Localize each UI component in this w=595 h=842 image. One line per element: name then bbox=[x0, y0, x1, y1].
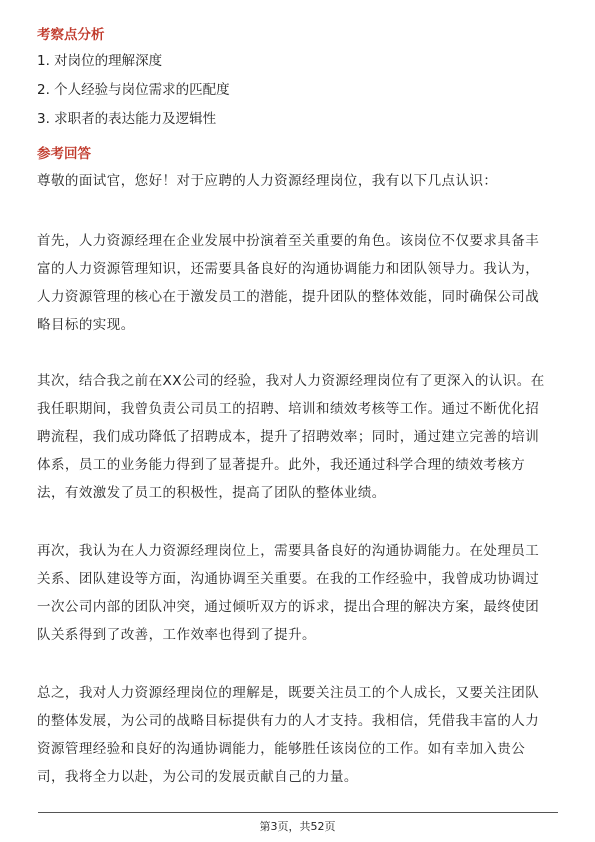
analysis-item-2: 2. 个人经验与岗位需求的匹配度 bbox=[37, 82, 230, 98]
answer-heading: 参考回答 bbox=[37, 146, 91, 162]
answer-greeting: 尊敬的面试官，您好！对于应聘的人力资源经理岗位，我有以下几点认识： bbox=[37, 173, 498, 189]
analysis-item-3: 3. 求职者的表达能力及逻辑性 bbox=[37, 111, 217, 127]
answer-paragraph-1: 首先，人力资源经理在企业发展中扮演着至关重要的角色。该岗位不仅要求具备丰 富的人力资源管理知识，还需要具备良好的沟通协调能力和团队领导力。我认为， 人力资源管理的核心在于激发员工的潜能，提升团队的整体效能，同时确保公司战 略目标的实现。 bbox=[37, 233, 540, 333]
analysis-heading: 考察点分析 bbox=[37, 27, 105, 43]
answer-paragraph-3: 再次，我认为在人力资源经理岗位上，需要具备良好的沟通协调能力。在处理员工 关系、团队建设等方面，沟通协调至关重要。在我的工作经验中，我曾成功协调过 一次公司内部的团队冲突，通过倾听双方的诉求，提出合理的解决方案，最终使团 队关系得到了改善，工作效率也得到了提升。 bbox=[37, 543, 540, 643]
page-number: 第3页，共52页 bbox=[259, 820, 336, 833]
analysis-item-1: 1. 对岗位的理解深度 bbox=[37, 53, 163, 69]
answer-paragraph-2: 其次，结合我之前在XX公司的经验，我对人力资源经理岗位有了更深入的认识。在 我任职期间，我曾负责公司员工的招聘、培训和绩效考核等工作。通过不断优化招 聘流程，我们成功降低了招聘成本，提升了招聘效率；同时，通过建立完善的培训 体系，员工的业务能力得到了显著提升。此外，我还通过科学合理的绩效考核方 法，有效激发了员工的积极性，提高了团队的整体业绩。 bbox=[37, 373, 545, 501]
footer-divider bbox=[38, 812, 558, 813]
answer-paragraph-4: 总之，我对人力资源经理岗位的理解是，既要关注员工的个人成长，又要关注团队 的整体发展，为公司的战略目标提供有力的人才支持。我相信，凭借我丰富的人力 资源管理经验和良好的沟通协调能力，能够胜任该岗位的工作。如有幸加入贵公 司，我将全力以赴，为公司的发展贡献自己的力量。 bbox=[37, 685, 540, 785]
